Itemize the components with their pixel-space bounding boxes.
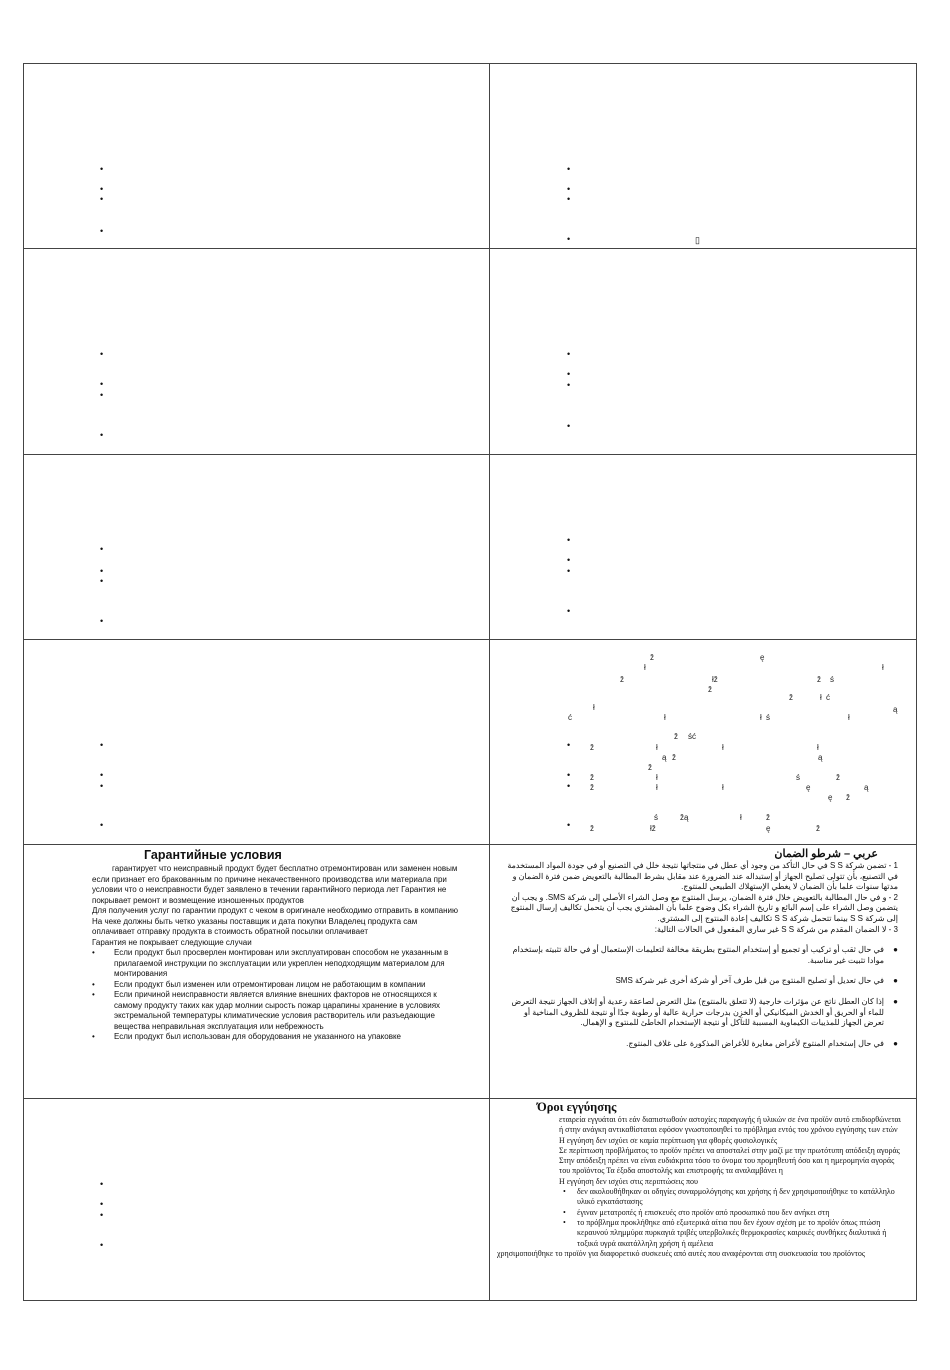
bullet-marker: • bbox=[567, 770, 571, 780]
stray-glyph: ž bbox=[817, 675, 821, 684]
stray-glyph: ę bbox=[760, 653, 765, 662]
bullet-marker: • bbox=[100, 781, 104, 791]
bullet-marker: • bbox=[567, 820, 571, 830]
stray-glyph: ą bbox=[818, 753, 823, 762]
russian-paragraph: гарантирует что неисправный продукт будет бесплатно отремонтирован или заменен новым если признает его бракованным по причине некачественного производства или материала при условии что о неисправности будет заявлено в течении гарантийного периода лет Гарантия не покрывает ремонт и возмещение изношенных продуктов bbox=[92, 864, 458, 905]
russian-paragraph: Для получения услуг по гарантии продукт с чеком в оригинале необходимо отправить в компанию На чеке должны быть четко указаны поставщик и дата покупки Владелец продукта сам оплачивает отправку продукта в стоимость обратной посылки оплачивает bbox=[92, 906, 459, 936]
stray-glyph: ś bbox=[766, 713, 770, 722]
bullet-marker: • bbox=[100, 740, 104, 750]
stray-glyph: ł bbox=[817, 743, 819, 752]
stray-glyph: ł bbox=[593, 703, 595, 712]
stray-glyph: ž bbox=[672, 753, 676, 762]
stray-glyph: ł bbox=[656, 773, 658, 782]
stray-glyph: ž bbox=[590, 743, 594, 752]
stray-glyph: ł bbox=[656, 783, 658, 792]
stray-glyph: ą bbox=[864, 783, 869, 792]
stray-glyph: ł bbox=[740, 813, 742, 822]
stray-glyph: ž bbox=[650, 653, 654, 662]
bullet-marker: • bbox=[567, 369, 571, 379]
stray-glyph: ł bbox=[664, 713, 666, 722]
list-item: • Если продукт был изменен или отремонтирован лицом не работающим в компании bbox=[114, 980, 459, 991]
stray-glyph: ć bbox=[826, 693, 830, 702]
stray-glyph: ą bbox=[662, 753, 667, 762]
stray-glyph: ž bbox=[789, 693, 793, 702]
bullet-marker: • bbox=[567, 194, 571, 204]
list-item: ● في حال تعديل أو تصليح المنتوج من قبل طرف آخر أو شركة أخرى غير شركة SMS bbox=[507, 976, 898, 987]
bullet-marker: • bbox=[100, 226, 104, 236]
stray-glyph: žą bbox=[680, 813, 689, 822]
greek-exclusions-list bbox=[559, 1187, 904, 1249]
stray-glyph: ł bbox=[760, 713, 762, 722]
arabic-title: عربي – شرطو الضمان bbox=[774, 848, 878, 860]
stray-glyph: ś bbox=[796, 773, 800, 782]
list-item: • Если продукт был использован для оборудования не указанного на упаковке bbox=[114, 1032, 459, 1043]
stray-glyph: ś bbox=[654, 813, 658, 822]
stray-glyph: ž bbox=[590, 783, 594, 792]
bullet-marker: • bbox=[100, 194, 104, 204]
stray-glyph: ł bbox=[848, 713, 850, 722]
bullet-marker: • bbox=[100, 770, 104, 780]
arabic-paragraph: 3 - لا الضمان المقدم من شركة S S غير ساري المفعول في الحالات التالية: bbox=[654, 924, 898, 934]
stray-glyph: ž bbox=[816, 824, 820, 833]
bullet-marker: • bbox=[100, 379, 104, 389]
bullet-marker: • bbox=[100, 576, 104, 586]
stray-glyph: ś bbox=[830, 675, 834, 684]
stray-glyph: ž bbox=[708, 685, 712, 694]
russian-warranty-section bbox=[24, 845, 489, 1097]
russian-paragraph: Гарантия не покрывает следующие случаи bbox=[92, 937, 252, 947]
bullet-marker: • bbox=[100, 349, 104, 359]
stray-glyph: ą bbox=[893, 705, 898, 714]
bullet-marker: • bbox=[567, 421, 571, 431]
bullet-marker: • bbox=[100, 430, 104, 440]
bullet-marker: • bbox=[567, 566, 571, 576]
stray-glyph: ę bbox=[766, 824, 771, 833]
stray-glyph: łž bbox=[650, 824, 656, 833]
list-item: • έγιναν μετατροπές ή επισκευές στο προϊόν από προσωπικό που δεν ανήκει στη bbox=[559, 1208, 904, 1218]
russian-exclusions-list bbox=[92, 948, 459, 1043]
stray-glyph: ł bbox=[722, 783, 724, 792]
stray-glyph: ž bbox=[836, 773, 840, 782]
stray-glyph: ł bbox=[644, 663, 646, 672]
stray-glyph: ł bbox=[820, 693, 822, 702]
russian-title: Гарантийные условия bbox=[144, 848, 282, 862]
arabic-paragraph: 2 - و في حال المطالبة بالتعويض خلال فترة الضمان، يرسل المنتوج مع وصل الشراء الأصلي إلى شركة SMS. و يجب أن يتضمن وصل الشراء على إسم البائع و تاريخ الشراء بكل وضوح علما بأن المشتري يجب أن يتحمل تكاليف إرسال المنتوج إلى شركة S S بينما تتحمل شركة S S تكاليف إعادة المنتوج إلى المشتري. bbox=[510, 892, 898, 923]
stray-glyph: ž bbox=[590, 773, 594, 782]
bullet-marker: • bbox=[100, 184, 104, 194]
stray-glyph: ł bbox=[722, 743, 724, 752]
list-item: • δεν ακολουθήθηκαν οι οδηγίες συναρμολόγησης και χρήσης ή δεν χρησιμοποιήθηκε το κατάλληλο υλικό εγκατάστασης bbox=[559, 1187, 904, 1208]
bullet-marker: • bbox=[100, 616, 104, 626]
bullet-marker: • bbox=[100, 164, 104, 174]
list-item: • Если продукт был просверлен монтирован или эксплуатирован способом не указанным в прилагаемой инструкции по эксплуатации или укреплен неподходящим материалом для монтирования bbox=[114, 948, 459, 980]
greek-paragraph: χρησιμοποιήθηκε το προϊόν για διαφορετικό συσκευές από αυτές που αναφέρονται στη συσκευασία του προϊόντος bbox=[497, 1248, 866, 1258]
greek-paragraph: Η εγγύηση δεν ισχύει στις περιπτώσεις που bbox=[559, 1176, 698, 1186]
bullet-marker: • bbox=[100, 1210, 104, 1220]
list-item: ● في حال إستخدام المنتوج لأغراض مغايرة للأغراض المذكورة على غلاف المنتوج. bbox=[507, 1039, 898, 1050]
stray-glyph: ž bbox=[590, 824, 594, 833]
stray-glyph: ę bbox=[806, 783, 811, 792]
bullet-marker: • bbox=[567, 555, 571, 565]
list-item: ● في حال ثقب أو تركيب أو تجميع أو إستخدام المنتوج بطريقة مخالفة لتعليمات الإستعمال أو في حالة تثبيته بإستخدام موادا تثبيت غير مناسبة. bbox=[507, 945, 898, 966]
greek-warranty-section bbox=[491, 1099, 916, 1299]
bullet-marker: • bbox=[567, 740, 571, 750]
stray-glyph: ł bbox=[882, 663, 884, 672]
stray-glyph: ž bbox=[766, 813, 770, 822]
bullet-marker: • bbox=[567, 781, 571, 791]
arabic-paragraph: 1 - تضمن شركة S S في حال التأكد من وجود أي عطل في منتجاتها نتيجة خلل في التصنيع أو في جودة المواد المستخدمة في التصنيع، بأن تتولى تصليح الجهاز أو إستبداله عند الضرورة عند مقابل بشرط المطالبة بالتعويض ضمن فترة الضمان و مدتها سنوات علما بأن الضمان لا يغطي الإستهلاك الطبيعي للمنتوج. bbox=[507, 861, 898, 892]
bullet-marker: • bbox=[567, 184, 571, 194]
list-item: ● إذا كان العطل ناتج عن مؤثرات خارجية (لا تتعلق بالمنتوج) مثل التعرض لصاعقة رعدية أو إتلاف الجهاز نتيجة التعرض للماء أو الحريق أو الخدش الميكانيكي أو الخزن بدرجات حرارية عالية أو رطوبة جدًا أو نتيجة للظروف المناخية أو تعرض الجهاز للمذيبات الكيماوية المسببة للتآكل أو نتيجة الإستخدام الخاطئ للمنتوج و الإهمال. bbox=[507, 997, 898, 1029]
stray-glyph: ć bbox=[568, 713, 572, 722]
stray-glyph: ž bbox=[674, 732, 678, 741]
arabic-warranty-section bbox=[491, 845, 916, 1097]
greek-paragraph: εταιρεία εγγυάται ότι εάν διαπιστωθούν αστοχίες παραγωγής ή υλικών σε ένα προϊόν αυτό επιδιορθώνεται ή στην ανάγκη αντικαθίσταται εφόσον γνωστοποιηθεί το πρόβλημα εντός του χρόνου εγγύησης των ετών Η εγγύηση δεν ισχύει σε καμία περίπτωση για φθορές φυσιολογικές bbox=[559, 1115, 901, 1145]
bullet-marker: • bbox=[100, 544, 104, 554]
bullet-marker: • bbox=[567, 535, 571, 545]
list-item: • Если причиной неисправности является влияние внешних факторов не относящихся к самому продукту таких как удар молнии сырость пожар царапины хранение в условиях экстремальной температуры климатические условия растворитель или разъедающие вещества неправильная эксплуатация или небрежность bbox=[114, 990, 459, 1032]
bullet-marker: • bbox=[567, 606, 571, 616]
stray-glyph: ść bbox=[688, 732, 696, 741]
stray-glyph: ł bbox=[656, 743, 658, 752]
bullet-marker: • bbox=[100, 1199, 104, 1209]
bullet-marker: • bbox=[567, 349, 571, 359]
bullet-marker: • bbox=[100, 1240, 104, 1250]
stray-glyph: ž bbox=[846, 793, 850, 802]
bullet-marker: • bbox=[567, 164, 571, 174]
bullet-marker: • bbox=[100, 1179, 104, 1189]
list-item: • το πρόβλημα προκλήθηκε από εξωτερικά αίτια που δεν έχουν σχέση με το προϊόν όπως πτώση κεραυνού πλημμύρα πυρκαγιά τριβές υπερβολικές θερμοκρασίες καιρικές συνθήκες διαλυτικά ή τοξικά υγρά ακατάλληλη χρήση ή αμέλεια bbox=[559, 1218, 904, 1249]
bullet-marker: • bbox=[567, 234, 571, 244]
missing-glyph-box: ▯ bbox=[695, 235, 700, 245]
bullet-marker: • bbox=[100, 390, 104, 400]
stray-glyph: ž bbox=[620, 675, 624, 684]
stray-glyph: łž bbox=[712, 675, 718, 684]
bullet-marker: • bbox=[100, 566, 104, 576]
greek-paragraph: Σε περίπτωση προβλήματος το προϊόν πρέπει να αποσταλεί στην μαζί με την πρωτότυπη απόδειξη αγοράς Στην απόδειξη πρέπει να είναι ευδιάκριτα τόσο το όνομα του προμηθευτή όσο και η ημερομηνία αγοράς του προϊόντος Τα έξοδα αποστολής και επιστροφής τα αναλαμβάνει η bbox=[559, 1145, 900, 1176]
bullet-marker: • bbox=[100, 820, 104, 830]
greek-title: Όροι εγγύησης bbox=[537, 1100, 617, 1114]
stray-glyph: ę bbox=[828, 793, 833, 802]
bullet-marker: • bbox=[567, 380, 571, 390]
stray-glyph: ž bbox=[648, 763, 652, 772]
